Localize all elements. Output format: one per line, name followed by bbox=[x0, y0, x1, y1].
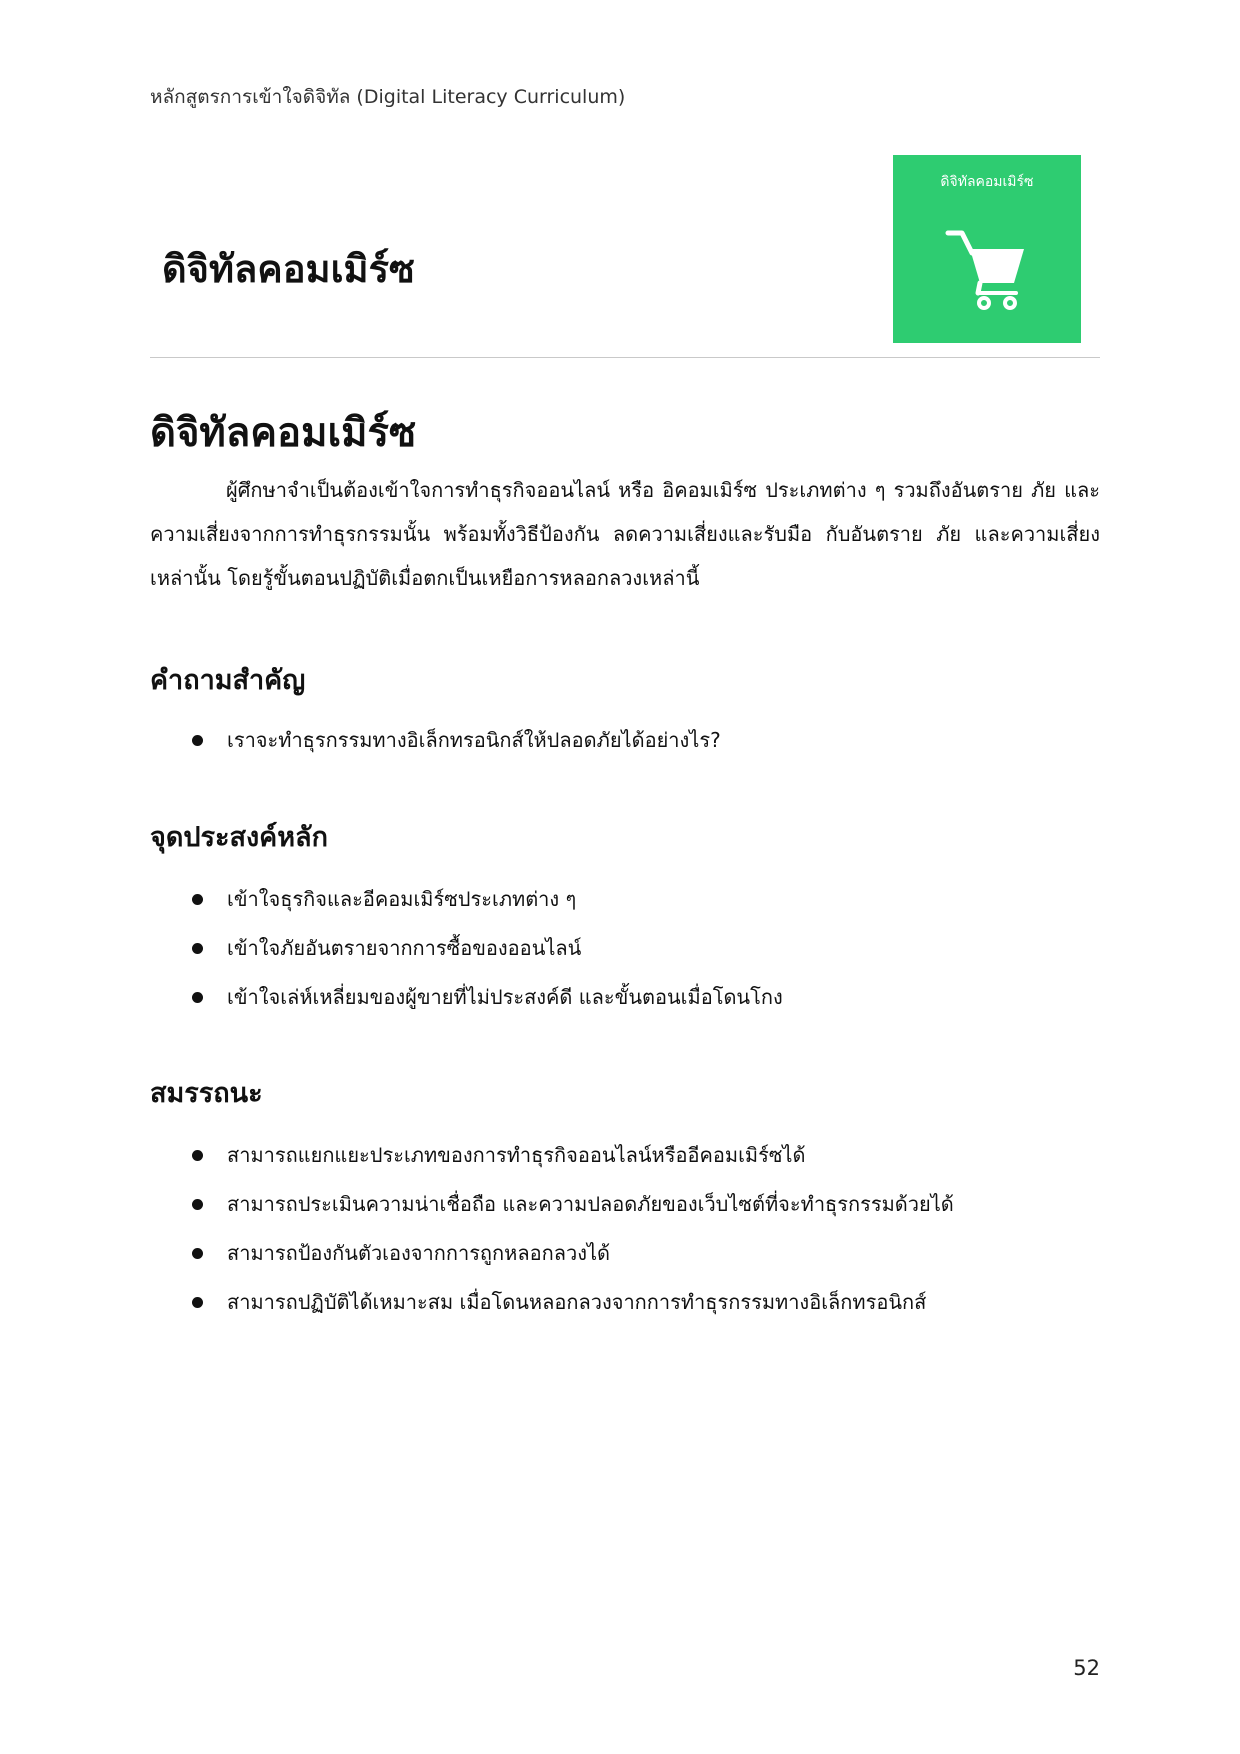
list-item-text: เข้าใจเล่ห์เหลี่ยมของผู้ขายที่ไม่ประสงค์ดี และขั้นตอนเมื่อโดนโกง bbox=[227, 985, 783, 1009]
list-item bbox=[150, 973, 1100, 1022]
key-question-heading: คำถามสำคัญ bbox=[150, 665, 306, 696]
list-item-text: เข้าใจภัยอันตรายจากการซื้อของออนไลน์ bbox=[227, 936, 582, 960]
competencies-list bbox=[150, 1131, 1100, 1327]
shopping-cart-icon bbox=[942, 223, 1032, 313]
bullet-icon bbox=[192, 735, 203, 746]
intro-paragraph: ผู้ศึกษาจำเป็นต้องเข้าใจการทำธุรกิจออนไลน์ หรือ อิคอมเมิร์ซ ประเภทต่าง ๆ รวมถึงอันตราย ภัย และ ความเสี่ยงจากการทำธุรกรรมนั้น พร้อมทั้งวิธีป้องกัน ลดความเสี่ยงและรับมือ กับอันตราย ภัย และความเสี่ยงเหล่านั้น โดยรู้ขั้นตอนปฏิบัติเมื่อตกเป็นเหยือการหลอกลวงเหล่านี้ bbox=[150, 478, 1100, 590]
header-divider bbox=[150, 357, 1100, 358]
list-item bbox=[150, 716, 1100, 765]
list-item bbox=[150, 1131, 1100, 1180]
bullet-icon bbox=[192, 1297, 203, 1308]
chapter-badge bbox=[893, 155, 1081, 343]
list-item bbox=[150, 875, 1100, 924]
bullet-icon bbox=[192, 1150, 203, 1161]
badge-label: ดิจิทัลคอมเมิร์ซ bbox=[940, 174, 1034, 190]
competencies-heading: สมรรถนะ bbox=[150, 1078, 263, 1109]
bullet-icon bbox=[192, 943, 203, 954]
list-item-text: สามารถป้องกันตัวเองจากการถูกหลอกลวงได้ bbox=[227, 1241, 611, 1265]
page-number: 52 bbox=[1073, 1656, 1100, 1680]
list-item-text: สามารถปฏิบัติได้เหมาะสม เมื่อโดนหลอกลวงจากการทำธุรกรรมทางอิเล็กทรอนิกส์ bbox=[227, 1290, 927, 1314]
list-item-text: เข้าใจธุรกิจและอีคอมเมิร์ซประเภทต่าง ๆ bbox=[227, 887, 577, 911]
bullet-icon bbox=[192, 992, 203, 1003]
running-header: หลักสูตรการเข้าใจดิจิทัล (Digital Literacy Curriculum) bbox=[150, 86, 626, 108]
bullet-icon bbox=[192, 1199, 203, 1210]
chapter-title: ดิจิทัลคอมเมิร์ซ bbox=[162, 247, 415, 291]
objectives-heading: จุดประสงค์หลัก bbox=[150, 822, 328, 853]
list-item-text: สามารถแยกแยะประเภทของการทำธุรกิจออนไลน์หรืออีคอมเมิร์ซได้ bbox=[227, 1143, 806, 1167]
bullet-icon bbox=[192, 894, 203, 905]
key-question-list bbox=[150, 716, 1100, 765]
section-title: ดิจิทัลคอมเมิร์ซ bbox=[150, 410, 417, 456]
objectives-list bbox=[150, 875, 1100, 1022]
list-item-text: สามารถประเมินความน่าเชื่อถือ และความปลอดภัยของเว็บไซต์ที่จะทำธุรกรรมด้วยได้ bbox=[227, 1192, 954, 1216]
list-item bbox=[150, 1278, 1100, 1327]
list-item bbox=[150, 1229, 1100, 1278]
bullet-icon bbox=[192, 1248, 203, 1259]
list-item-text: เราจะทำธุรกรรมทางอิเล็กทรอนิกส์ให้ปลอดภัยได้อย่างไร? bbox=[227, 728, 721, 752]
list-item bbox=[150, 924, 1100, 973]
list-item bbox=[150, 1180, 1100, 1229]
